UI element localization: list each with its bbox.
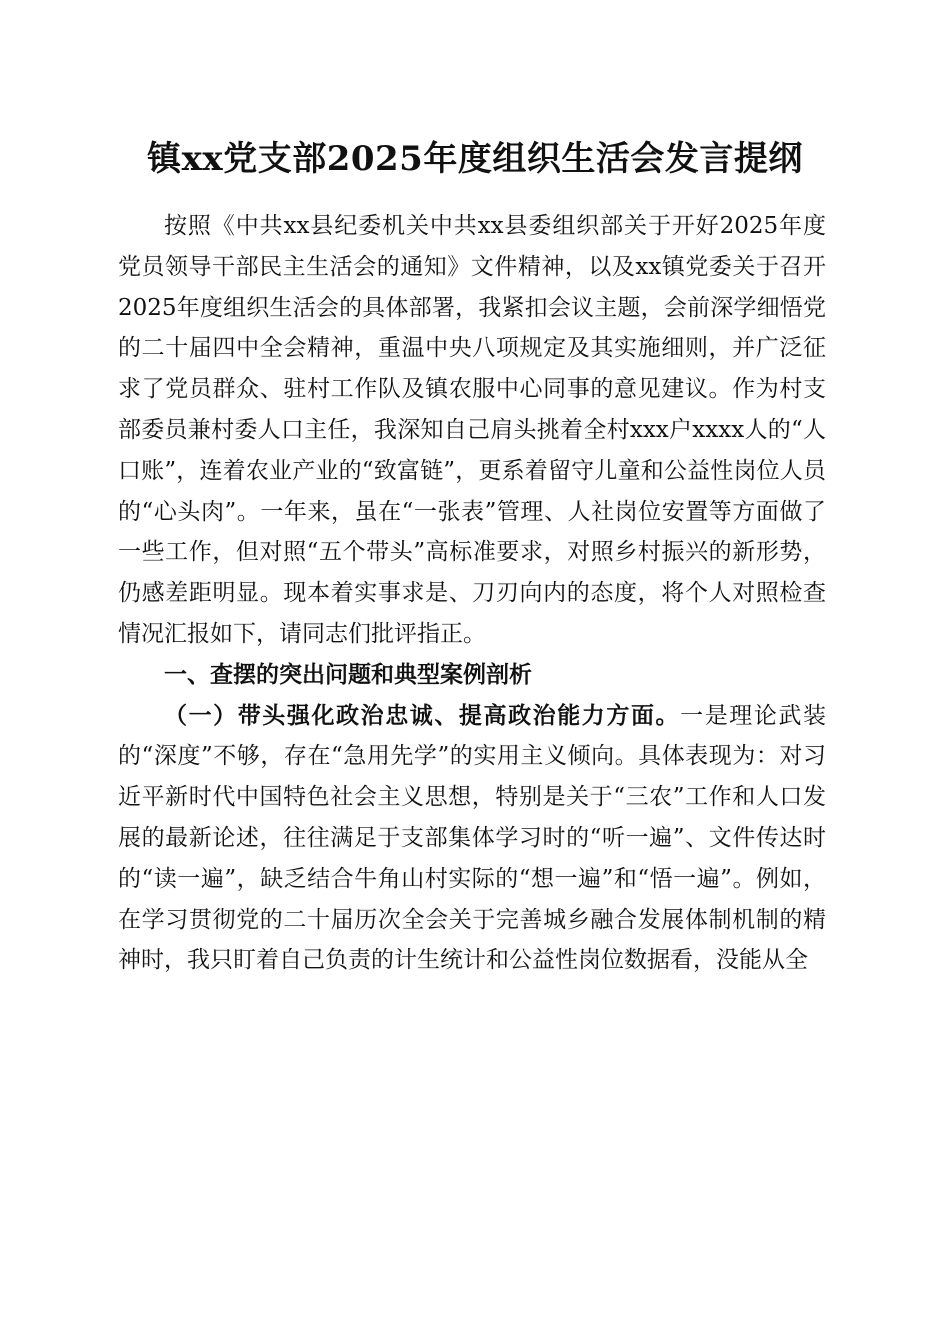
subsection-heading: （一）带头强化政治忠诚、提高政治能力方面。: [164, 702, 681, 729]
intro-paragraph: 按照《中共xx县纪委机关中共xx县委组织部关于开好2025年度党员领导干部民主生活会的通知》文件精神，以及xx镇党委关于召开2025年度组织生活会的具体部署，我紧扣会议主题，会前深学细悟党的二十届四中全会精神，重温中央八项规定及其实施细则，并广泛征求了党员群众、驻村工作队及镇农服中心同事的意见建议。作为村支部委员兼村委人口主任，我深知自己肩头挑着全村xxx户xxxx人的“人口账”，连着农业产业的“致富链”，更系着留守儿童和公益性岗位人员的“心头肉”。一年来，虽在“一张表”管理、人社岗位安置等方面做了一些工作，但对照“五个带头”高标准要求，对照乡村振兴的新形势，仍感差距明显。现本着实事求是、刀刃向内的态度，将个人对照检查情况汇报如下，请同志们批评指正。: [118, 213, 826, 647]
subsection-text: 一是理论武装的“深度”不够，存在“急用先学”的实用主义倾向。具体表现为：对习近平新时代中国特色社会主义思想，特别是关于“三农”工作和人口发展的最新论述，往往满足于支部集体学习时的“听一遍”、文件传达时的“读一遍”，缺乏结合牛角山村实际的“想一遍”和“悟一遍”。例如，在学习贯彻党的二十届历次全会关于完善城乡融合发展体制机制的精神时，我只盯着自己负责的计生统计和公益性岗位数据看，没能从全: [118, 702, 827, 974]
document-title: 镇xx党支部2025年度组织生活会发言提纲: [147, 139, 803, 179]
subsection-paragraph: [118, 696, 826, 982]
document-body: [118, 206, 826, 981]
section-heading: 一、查摆的突出问题和典型案例剖析: [164, 661, 532, 688]
